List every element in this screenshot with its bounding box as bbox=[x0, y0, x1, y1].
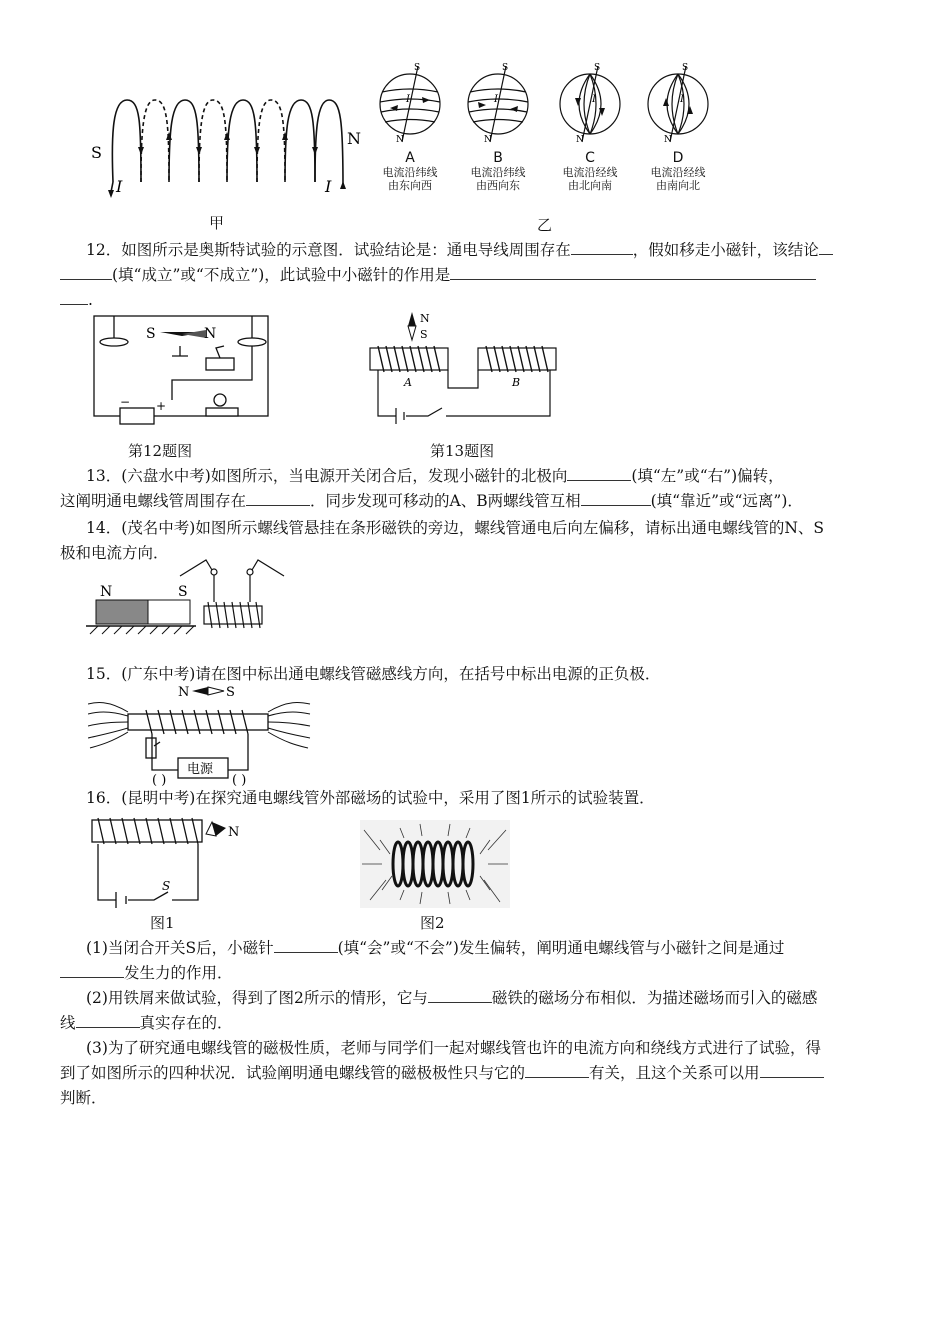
coil-diagram-jia bbox=[85, 92, 370, 202]
fig2-caption: 图2 bbox=[420, 914, 445, 932]
fig1-solenoid-circuit bbox=[88, 812, 258, 908]
svg-text:S: S bbox=[682, 63, 689, 73]
hanging-solenoid-diagram bbox=[82, 556, 302, 636]
q13-blank1[interactable] bbox=[567, 464, 631, 481]
fig13-caption: 第13题图 bbox=[430, 442, 495, 460]
option-d-desc2: 由南向北 bbox=[656, 179, 700, 192]
svg-text:I: I bbox=[406, 94, 410, 105]
q16-blank2[interactable] bbox=[60, 961, 124, 978]
oersted-needle-n: N bbox=[204, 326, 217, 342]
q12-blank1[interactable] bbox=[571, 238, 633, 255]
q16-s3-line2: 到了如图所示的四种状况．试验阐明通电螺线管的磁极极性只与它的 有关，且这个关系可以用 bbox=[60, 1061, 892, 1085]
oersted-needle-s: S bbox=[146, 326, 156, 342]
current-label-right: I bbox=[325, 177, 332, 196]
option-a bbox=[378, 150, 442, 192]
bar-magnet-s: S bbox=[178, 584, 188, 600]
fig1-switch-s: S bbox=[162, 879, 171, 893]
q12-line2: (填“成立”或“不成立”)，此试验中小磁针的作用是 bbox=[60, 263, 892, 287]
q12-line3: . bbox=[60, 288, 892, 312]
current-label-left: I bbox=[116, 177, 123, 196]
option-c-desc1: 电流沿经线 bbox=[562, 166, 618, 179]
q16-s3-line1: (3)为了研究通电螺线管的磁极性质，老师与同学们一起对螺线管也许的电流方向和绕线方式进行了试验，得 bbox=[86, 1039, 821, 1057]
q15-line1: 15．(广东中考)请在图中标出通电螺线管磁感线方向，在括号中标出电源的正负极． bbox=[86, 665, 661, 683]
q16-blank5[interactable] bbox=[525, 1061, 589, 1078]
q12-line1: 12．如图所示是奥斯特试验的示意图．试验结论是：通电导线周围存在 ，假如移走小磁针，该结论 bbox=[86, 238, 892, 262]
coil-right-pole: N bbox=[347, 129, 361, 148]
q14-line1: 14．(茂名中考)如图所示螺线管悬挂在条形磁铁的旁边，螺线管通电后向左偏移，请标出通电螺线管的N、S bbox=[86, 519, 825, 537]
svg-text:S: S bbox=[414, 63, 421, 73]
q12-blank3[interactable] bbox=[450, 263, 816, 280]
option-b bbox=[466, 150, 530, 192]
q13-line2: 这阐明通电螺线管周围存在 ．同步发现可移动的A、B两螺线管互相 (填“靠近”或“远离”)． bbox=[60, 489, 892, 513]
q12-blank3b[interactable] bbox=[60, 288, 88, 305]
q13-line1: 13．(六盘水中考)如图所示，当电源开关闭合后，发现小磁针的北极向 (填“左”或“右”)偏转， bbox=[86, 464, 892, 488]
oersted-diagram bbox=[88, 310, 278, 428]
fig13-needle-n: N bbox=[420, 312, 430, 325]
coil-a-label: A bbox=[404, 376, 412, 389]
option-b-letter: B bbox=[493, 150, 503, 166]
solenoids-ab-diagram bbox=[366, 308, 566, 426]
q16-s2-line1: (2)用铁屑来做试验，得到了图2所示的情形，它与 磁铁的磁场分布相似．为描述磁场而引入的磁感 bbox=[86, 986, 892, 1010]
q16-intro: 16．(昆明中考)在探究通电螺线管外部磁场的试验中，采用了图1所示的试验装置． bbox=[86, 789, 655, 807]
q12-blank2[interactable] bbox=[60, 263, 112, 280]
fig12-caption: 第12题图 bbox=[128, 442, 193, 460]
coil-left-pole: S bbox=[91, 143, 102, 162]
q16-s3-line3: 判断． bbox=[60, 1089, 107, 1107]
bar-magnet-n: N bbox=[100, 584, 113, 600]
svg-text:N: N bbox=[576, 135, 584, 145]
q13-blank2[interactable] bbox=[246, 489, 310, 506]
option-a-desc1: 电流沿纬线 bbox=[382, 166, 438, 179]
svg-text:I: I bbox=[592, 94, 596, 105]
bracket-right[interactable]: ( ) bbox=[232, 773, 247, 786]
svg-text:N: N bbox=[484, 135, 492, 145]
bracket-left[interactable]: ( ) bbox=[152, 773, 167, 786]
q12-blank2a[interactable] bbox=[819, 238, 833, 255]
q16-blank6[interactable] bbox=[760, 1061, 824, 1078]
battery-plus: + bbox=[156, 399, 167, 413]
option-b-desc2: 由西向东 bbox=[476, 179, 520, 192]
option-c bbox=[558, 150, 622, 192]
battery-minus: − bbox=[120, 395, 131, 409]
solenoid-field-diagram bbox=[88, 682, 318, 786]
q16-s2-line2: 线 真实存在的． bbox=[60, 1011, 892, 1035]
label-jia: 甲 bbox=[209, 214, 225, 232]
svg-text:N: N bbox=[396, 135, 404, 145]
svg-text:N: N bbox=[664, 135, 672, 145]
svg-text:S: S bbox=[594, 63, 601, 73]
svg-text:I: I bbox=[494, 94, 498, 105]
label-yi: 乙 bbox=[537, 216, 553, 234]
q13-blank3[interactable] bbox=[581, 489, 651, 506]
q16-s1-line2: 发生力的作用． bbox=[60, 961, 892, 985]
option-a-desc2: 由东向西 bbox=[388, 179, 432, 192]
q16-blank3[interactable] bbox=[428, 986, 492, 1003]
fig1-caption: 图1 bbox=[150, 914, 175, 932]
coil-b-label: B bbox=[512, 376, 521, 389]
power-source-label: 电源 bbox=[187, 762, 214, 777]
option-a-letter: A bbox=[405, 150, 415, 166]
q16-s1-line1: (1)当闭合开关S后，小磁针 (填“会”或“不会”)发生偏转，阐明通电螺线管与小磁针之间是通过 bbox=[86, 936, 892, 960]
option-c-desc2: 由北向南 bbox=[568, 179, 612, 192]
fig15-needle-n: N bbox=[178, 685, 190, 700]
option-d-letter: D bbox=[672, 150, 684, 166]
option-d bbox=[646, 150, 710, 192]
fig15-needle-s: S bbox=[226, 685, 235, 700]
option-c-letter: C bbox=[585, 150, 595, 166]
fig2-iron-filings bbox=[360, 820, 510, 908]
q16-blank1[interactable] bbox=[274, 936, 338, 953]
option-b-desc1: 电流沿纬线 bbox=[470, 166, 526, 179]
fig13-needle-s: S bbox=[420, 328, 428, 341]
svg-text:I: I bbox=[680, 94, 684, 105]
fig1-needle-n: N bbox=[228, 825, 240, 840]
q14-line2: 极和电流方向． bbox=[60, 544, 169, 562]
q16-blank4[interactable] bbox=[76, 1011, 140, 1028]
globe-options-yi bbox=[370, 62, 730, 162]
svg-text:S: S bbox=[502, 63, 509, 73]
option-d-desc1: 电流沿经线 bbox=[650, 166, 706, 179]
